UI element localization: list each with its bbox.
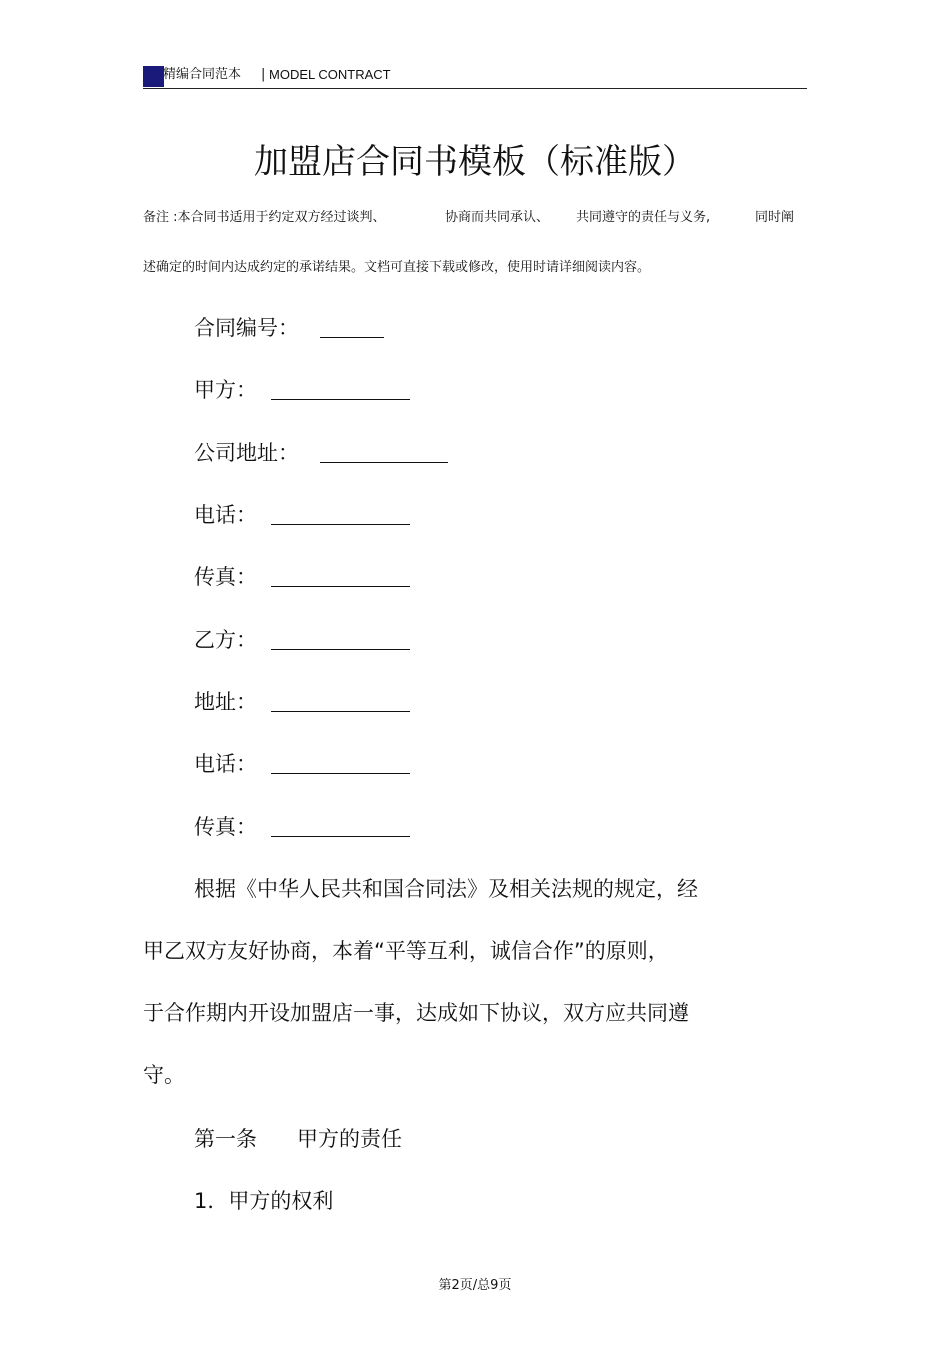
field-party-a: [194, 376, 257, 404]
blank-underline: [271, 773, 410, 774]
field-phone-b: [194, 750, 257, 778]
page-header: [143, 66, 807, 89]
note-seg-3: 共同遵守的责任与义务,: [576, 210, 711, 225]
blank-underline: [271, 586, 410, 587]
field-label: 电话：: [194, 503, 257, 527]
article-title: 甲方的责任: [297, 1127, 402, 1151]
field-company-address: [194, 439, 299, 467]
blank-underline: [271, 711, 410, 712]
field-fax-a: [194, 563, 257, 591]
field-label: 电话：: [194, 752, 257, 776]
blank-underline: [271, 836, 410, 837]
field-label: 甲方：: [194, 378, 257, 402]
field-label: 传真：: [194, 815, 257, 839]
section-item: 1．甲方的权利: [194, 1189, 334, 1213]
field-label: 地址：: [194, 690, 257, 714]
body-paragraph-line-4: 守。: [143, 1063, 185, 1087]
blank-underline: [320, 337, 384, 338]
field-address-b: [194, 688, 257, 716]
field-party-b: [194, 626, 257, 654]
note-seg-4: 同时阐: [755, 210, 795, 225]
field-label: 公司地址：: [194, 441, 299, 465]
note-line-2: 述确定的时间内达成约定的承诺结果。文档可直接下载或修改，使用时请详细阅读内容。: [143, 260, 651, 275]
article-heading: [194, 1125, 402, 1153]
blank-underline: [271, 649, 410, 650]
note-seg-1: 备注 :本合同书适用于约定双方经过谈判、: [143, 210, 386, 225]
blank-underline: [320, 462, 448, 463]
body-paragraph-line-1: 根据《中华人民共和国合同法》及相关法规的规定，经: [194, 877, 698, 901]
document-title: 加盟店合同书模板（标准版）: [254, 142, 696, 182]
body-paragraph-line-2: 甲乙双方友好协商，本着“平等互利，诚信合作”的原则，: [143, 939, 669, 963]
field-phone-a: [194, 501, 257, 529]
field-contract-number: [194, 314, 299, 342]
note-seg-2: 协商而共同承认、: [445, 210, 550, 225]
header-left-text: 精编合同范本: [163, 67, 242, 82]
body-paragraph-line-3: 于合作期内开设加盟店一事，达成如下协议，双方应共同遵: [143, 1001, 689, 1025]
note-line-1: [143, 209, 807, 227]
header-right-text: MODEL CONTRACT: [269, 67, 391, 82]
page-footer: 第2页/总9页: [438, 1278, 512, 1293]
blank-underline: [271, 524, 410, 525]
field-label: 合同编号：: [194, 316, 299, 340]
field-label: 传真：: [194, 565, 257, 589]
header-separator: |: [261, 67, 266, 82]
article-number: 第一条: [194, 1127, 257, 1151]
blank-underline: [271, 399, 410, 400]
field-fax-b: [194, 813, 257, 841]
field-label: 乙方：: [194, 628, 257, 652]
logo-icon: [143, 66, 164, 87]
